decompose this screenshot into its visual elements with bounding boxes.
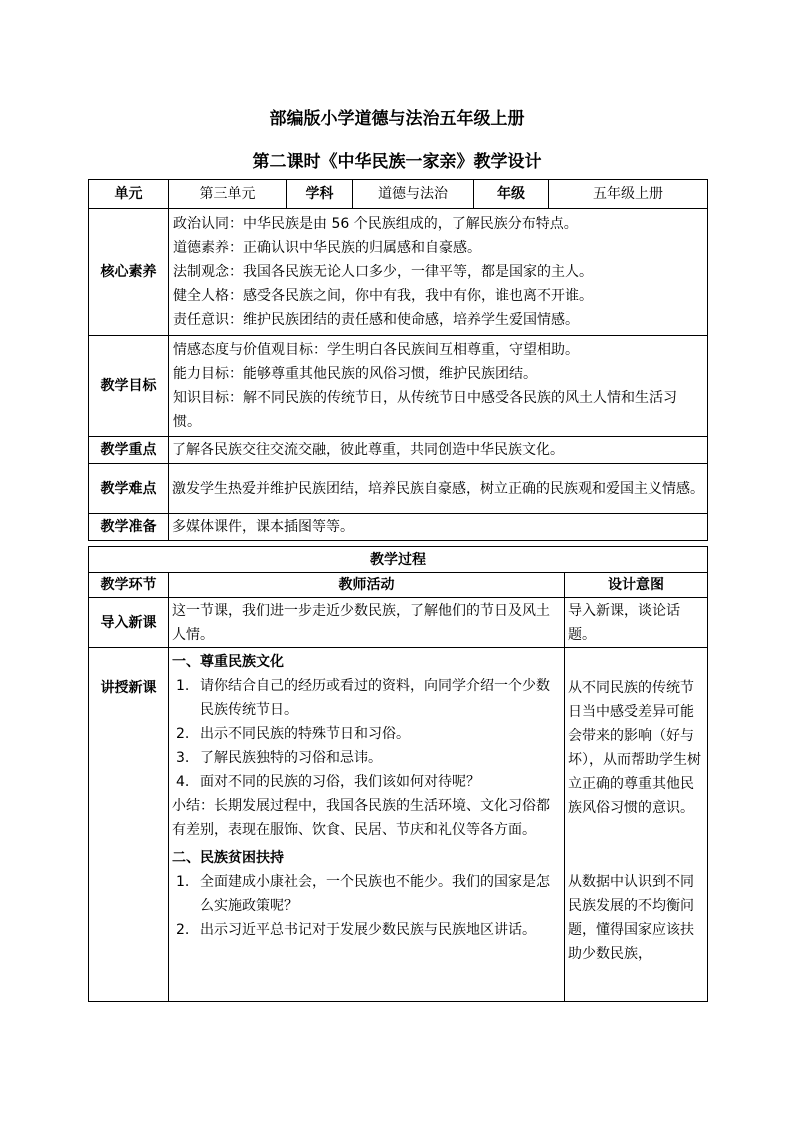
section-title: 一、尊重民族文化 (172, 654, 284, 670)
unit-value: 第三单元 (169, 180, 287, 209)
teaching-goal-content (169, 336, 708, 437)
difficulty-label: 教学难点 (89, 464, 169, 514)
key-point-label: 教学重点 (89, 437, 169, 464)
goal-line: 情感态度与价值观目标：学生明白各民族间互相尊重，守望相助。 (173, 342, 579, 358)
intro-intent: 导入新课，谈论话题。 (565, 598, 708, 648)
section1-list (172, 674, 561, 794)
teach-teacher-activity (169, 648, 565, 1002)
goal-line: 知识目标：解不同民族的传统节日，从传统节日中感受各民族的风土人情和生活习惯。 (173, 390, 677, 430)
preparation-label: 教学准备 (89, 514, 169, 541)
core-competency-content (169, 209, 708, 336)
section-title: 二、民族贫困扶持 (172, 850, 284, 866)
list-item: 1. 请你结合自己的经历或看过的资料，向同学介绍一个少数民族传统节日。 (176, 678, 550, 718)
summary-text: 小结：长期发展过程中，我国各民族的生活环境、文化习俗都有差别，表现在服饰、饮食、民居、节庆和礼仪等各方面。 (172, 798, 550, 838)
goal-line: 能力目标：能够尊重其他民族的风俗习惯，维护民族团结。 (173, 366, 537, 382)
grade-value: 五年级上册 (549, 180, 708, 209)
process-title: 教学过程 (89, 547, 708, 573)
core-line: 健全人格：感受各民族之间，你中有我，我中有你，谁也离不开谁。 (173, 288, 593, 304)
unit-label: 单元 (89, 180, 169, 209)
teach-stage: 讲授新课 (89, 648, 169, 1002)
list-item: 2. 出示习近平总书记对于发展少数民族与民族地区讲话。 (176, 922, 536, 938)
intent-column-header: 设计意图 (565, 573, 708, 598)
preparation-content: 多媒体课件，课本插图等等。 (169, 514, 708, 541)
list-item: 2. 出示不同民族的特殊节日和习俗。 (176, 726, 410, 742)
core-line: 法制观念：我国各民族无论人口多少，一律平等，都是国家的主人。 (173, 264, 593, 280)
grade-label: 年级 (474, 180, 549, 209)
core-line: 道德素养：正确认识中华民族的归属感和自豪感。 (173, 240, 481, 256)
list-item: 1. 全面建成小康社会，一个民族也不能少。我们的国家是怎么实施政策呢？ (176, 874, 550, 914)
list-item: 4. 面对不同的民族的习俗，我们该如何对待呢？ (176, 774, 480, 790)
lesson-title: 第二课时《中华民族一家亲》教学设计 (252, 152, 542, 172)
intent-text: 从数据中认识到不同民族发展的不均衡问题，懂得国家应该扶助少数民族， (568, 874, 694, 962)
intent-text: 从不同民族的传统节日当中感受差异可能会带来的影响（好与坏），从而帮助学生树立正确的尊重其他民族风俗习惯的意识。 (568, 680, 701, 816)
key-point-content: 了解各民族交往交流交融，彼此尊重，共同创造中华民族文化。 (169, 437, 708, 464)
intro-teacher-activity: 这一节课，我们进一步走近少数民族，了解他们的节日及风土人情。 (169, 598, 565, 648)
core-competency-label: 核心素养 (89, 209, 169, 336)
teaching-goal-label: 教学目标 (89, 336, 169, 437)
core-line: 责任意识：维护民族团结的责任感和使命感，培养学生爱国情感。 (173, 312, 579, 328)
teach-intent (565, 648, 708, 1002)
difficulty-content: 激发学生热爱并维护民族团结，培养民族自豪感，树立正确的民族观和爱国主义情感。 (169, 464, 708, 514)
subject-value: 道德与法治 (353, 180, 474, 209)
stage-column-header: 教学环节 (89, 573, 169, 598)
process-table (88, 546, 708, 1002)
core-line: 政治认同：中华民族是由 56 个民族组成的，了解民族分布特点。 (173, 216, 578, 232)
list-item: 3. 了解民族独特的习俗和忌讳。 (176, 750, 382, 766)
intro-stage: 导入新课 (89, 598, 169, 648)
section2-list (172, 870, 561, 942)
teacher-column-header: 教师活动 (169, 573, 565, 598)
subject-label: 学科 (287, 180, 353, 209)
info-table (88, 179, 708, 541)
document-title: 部编版小学道德与法治五年级上册 (269, 109, 525, 129)
